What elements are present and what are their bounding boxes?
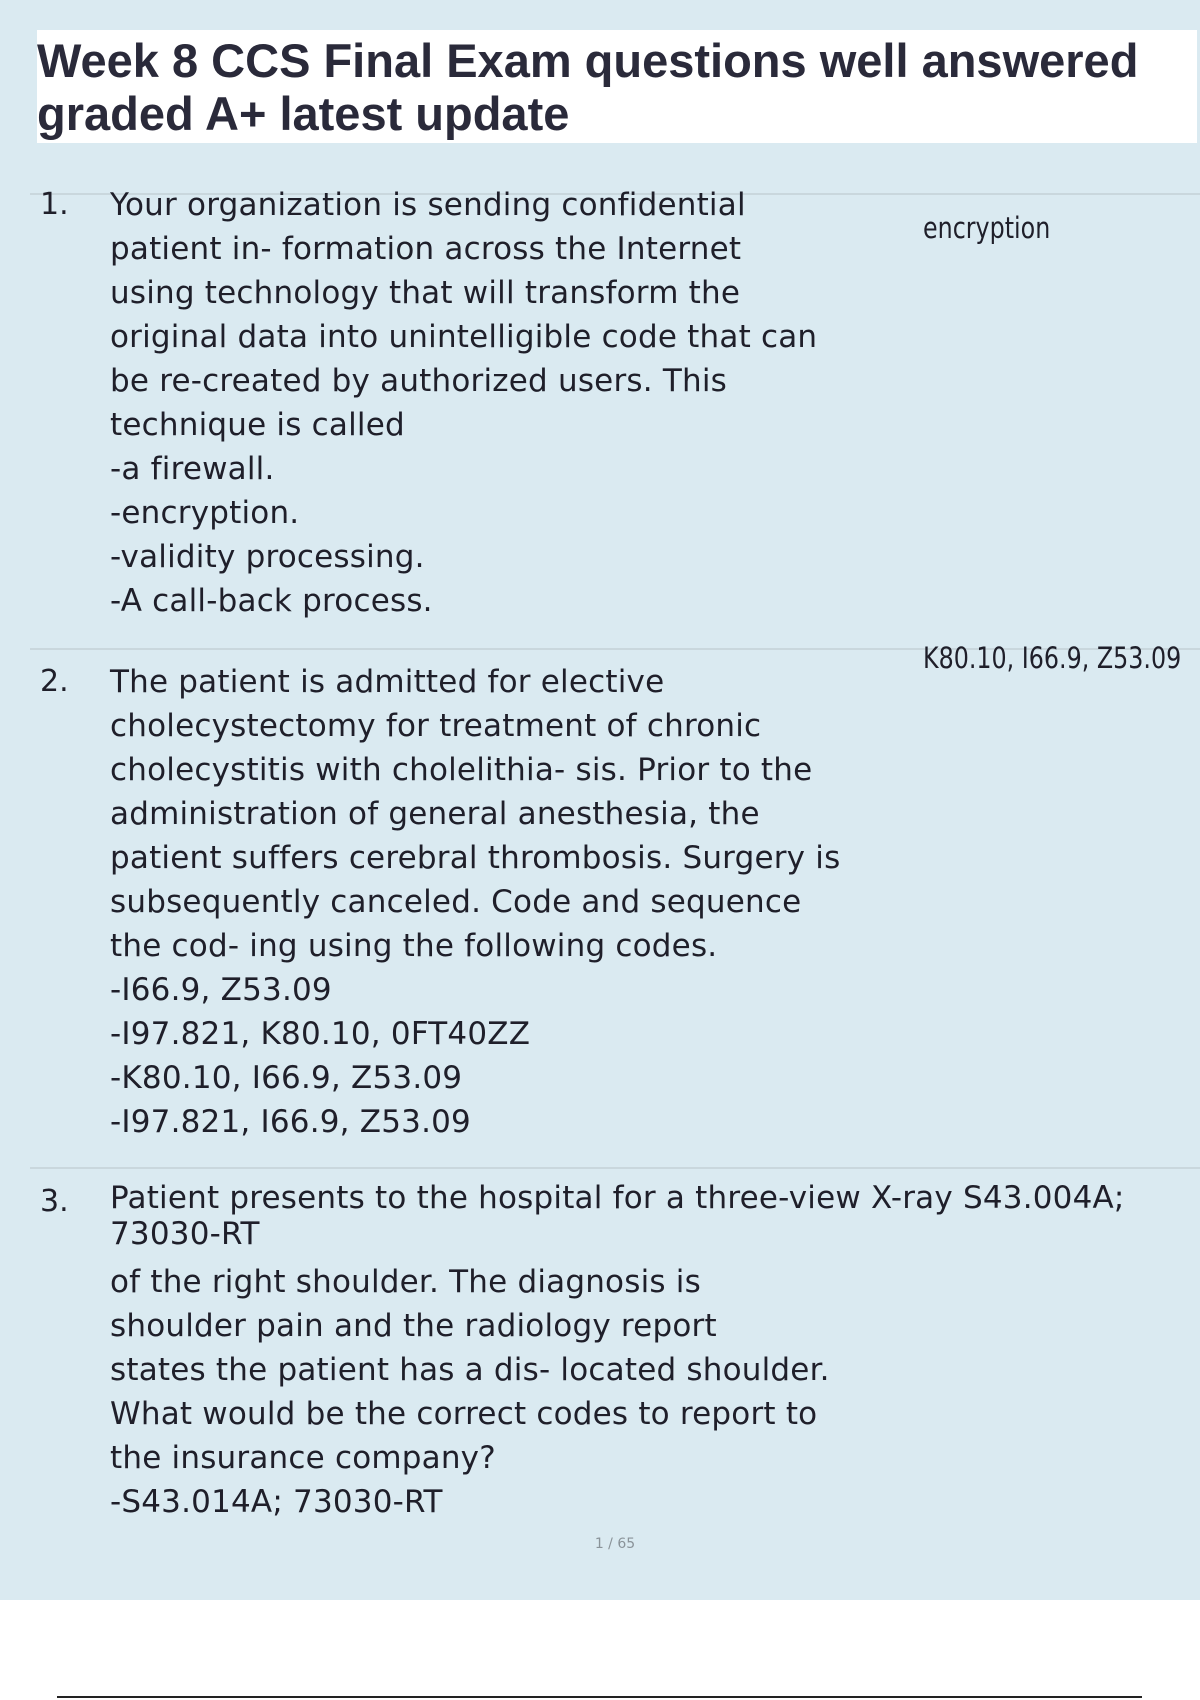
title-box (37, 30, 1197, 143)
question-line: states the patient has a dis- located shoulder. (110, 1352, 830, 1388)
answer-option: -I97.821, I66.9, Z53.09 (110, 1104, 471, 1140)
divider (30, 1167, 1200, 1169)
question-line: cholecystectomy for treatment of chronic (110, 708, 762, 744)
page-title: Week 8 CCS Final Exam questions well answered graded A+ latest update (37, 34, 1139, 140)
question-line: The patient is admitted for elective (110, 664, 665, 700)
answer-option: -K80.10, I66.9, Z53.09 (110, 1060, 463, 1096)
page-indicator: 1 / 65 (594, 1536, 636, 1552)
question-line: subsequently canceled. Code and sequence (110, 884, 802, 920)
bottom-rule (57, 1696, 1142, 1698)
question-line: cholecystitis with cholelithia- sis. Prior to the (110, 752, 813, 788)
answer-text: encryption (923, 211, 1051, 245)
question-line: administration of general anesthesia, the (110, 796, 760, 832)
question-line: original data into unintelligible code that can (110, 319, 818, 355)
answer-option: -A call-back process. (110, 583, 433, 619)
question-line: 73030-RT (110, 1216, 260, 1252)
answer-option: -validity processing. (110, 539, 425, 575)
question-line: Patient presents to the hospital for a three-view X-ray S43.004A; (110, 1180, 1125, 1216)
question-body (110, 1180, 1125, 1524)
answer-option: -S43.014A; 73030-RT (110, 1484, 443, 1520)
question-line: Your organization is sending confidential (110, 187, 746, 223)
question-number: 3. (40, 1184, 69, 1219)
question-number: 2. (40, 664, 69, 699)
question-line: shoulder pain and the radiology report (110, 1308, 717, 1344)
question-line: the cod- ing using the following codes. (110, 928, 718, 964)
question-line: using technology that will transform the (110, 275, 741, 311)
question-number: 1. (40, 187, 69, 222)
answer-option: -a firewall. (110, 451, 275, 487)
answer-option: -I66.9, Z53.09 (110, 972, 332, 1008)
question-body (110, 660, 920, 1144)
question-line: of the right shoulder. The diagnosis is (110, 1264, 701, 1300)
question-line: technique is called (110, 407, 405, 443)
question-body (110, 183, 920, 623)
question-line: What would be the correct codes to report to (110, 1396, 818, 1432)
answer-option: -I97.821, K80.10, 0FT40ZZ (110, 1016, 531, 1052)
question-line: the insurance company? (110, 1440, 496, 1476)
answer-option: -encryption. (110, 495, 300, 531)
question-line: patient in- formation across the Internet (110, 231, 742, 267)
question-line: patient suffers cerebral thrombosis. Surgery is (110, 840, 841, 876)
answer-text: K80.10, I66.9, Z53.09 (923, 641, 1182, 675)
question-line: be re-created by authorized users. This (110, 363, 728, 399)
